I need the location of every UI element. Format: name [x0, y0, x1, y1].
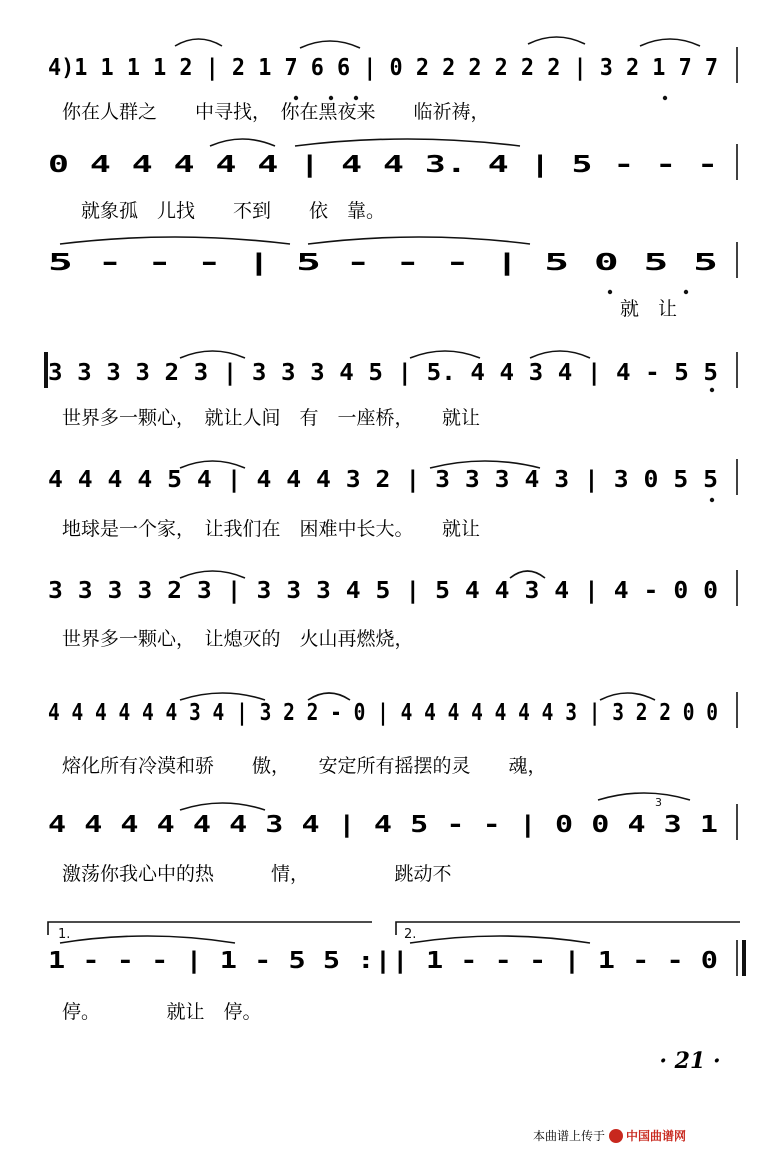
slur-arc: [180, 571, 245, 578]
note-line: 3 3 3 3 2 3 | 3 3 3 4 5 | 5. 4 4 3 4 | 4 - 5 5: [48, 360, 718, 386]
credit-text: 本曲谱上传于: [532, 1129, 605, 1143]
note-line: 4 4 4 4 4 4 3 4 | 3 2 2 - 0 | 4 4 4 4 4 4 4 3 | 3 2 2 0 0: [48, 700, 718, 726]
octave-dot: [608, 290, 612, 294]
octave-dot: [294, 96, 298, 100]
octave-dot: [329, 96, 333, 100]
score-row: [48, 152, 718, 222]
slur-arc: [210, 139, 275, 146]
slur-arc: [175, 39, 222, 46]
slur-arc: [528, 37, 585, 44]
note-line: 4 4 4 4 4 4 3 4 | 4 5 - - | 0 0 4 3 1: [48, 812, 718, 838]
score-row: [48, 250, 718, 320]
lyric-line: 就 让: [620, 298, 678, 320]
lyric-line: 激荡你我心中的热 情， 跳动不: [62, 863, 452, 885]
octave-dot: [663, 96, 667, 100]
lyric-line: 地球是一个家， 让我们在 困难中长大。 就让: [62, 518, 481, 540]
lyric-line: 熔化所有冷漠和骄 傲， 安定所有摇摆的灵 魂，: [62, 755, 547, 777]
slur-arc: [640, 39, 700, 46]
slur-arc: [600, 693, 655, 700]
lyric-line: 世界多一颗心， 让熄灭的 火山再燃烧，: [62, 628, 414, 650]
lyric-line: 你在人群之 中寻找， 你在黑夜来 临祈祷，: [62, 101, 490, 123]
note-line: 4 4 4 4 5 4 | 4 4 4 3 2 | 3 3 3 4 3 | 3 0 5 5: [48, 467, 718, 493]
score-row: [48, 700, 718, 777]
slur-arc: [60, 237, 290, 244]
slur-arc: [60, 936, 235, 943]
octave-dot: [684, 290, 688, 294]
volta-bracket-first: [48, 922, 372, 935]
lyric-line: 就象孤 儿找 不到 依 靠。: [62, 200, 386, 222]
score-row: [48, 467, 718, 540]
slur-arc: [180, 693, 265, 700]
slur-arc: [410, 351, 480, 358]
slur-arc: [510, 571, 545, 578]
note-line: 5 - - - | 5 - - - | 5 0 5 5: [48, 250, 718, 276]
octave-dot: [354, 96, 358, 100]
lyric-line: 世界多一颗心， 就让人间 有 一座桥， 就让: [62, 407, 481, 429]
logo-text: 中国曲谱网: [626, 1129, 687, 1143]
slur-arc: [295, 139, 520, 146]
note-line: 3 3 3 3 2 3 | 3 3 3 4 5 | 5 4 4 3 4 | 4 - 0 0: [48, 578, 718, 604]
slur-arc: [300, 41, 360, 48]
lyric-line: 停。 就让 停。: [62, 1001, 262, 1023]
score-row: [48, 812, 718, 885]
slur-arc: [598, 793, 690, 800]
octave-dot: [710, 388, 714, 392]
octave-dot: [710, 498, 714, 502]
triplet-mark: 3: [655, 796, 662, 809]
volta-label-second: 2.: [404, 927, 417, 942]
slur-arc: [530, 351, 590, 358]
note-line: 0 4 4 4 4 4 | 4 4 3. 4 | 5 - - -: [48, 152, 718, 178]
slur-arc: [410, 936, 590, 943]
slur-arc: [308, 693, 350, 700]
score-row: [48, 55, 718, 123]
logo-mark: [609, 1128, 686, 1143]
note-line: 4)1 1 1 1 2 | 2 1 7 6 6 | 0 2 2 2 2 2 2 | 3 2 1 7 7: [48, 55, 718, 81]
volta-bracket-second: [396, 922, 740, 935]
score-row: [48, 948, 718, 1023]
logo-circle-icon: [609, 1129, 623, 1143]
score-rows: [48, 55, 718, 1023]
note-line: 1 - - - | 1 - 5 5 :|| 1 - - - | 1 - - 0: [48, 948, 718, 974]
score-row: [48, 360, 718, 429]
volta-label-first: 1.: [58, 927, 71, 942]
slur-arc: [180, 351, 245, 358]
page-number: · 21 ·: [659, 1048, 721, 1074]
score-row: [48, 578, 718, 650]
slur-arc: [308, 237, 530, 244]
slur-arc: [180, 803, 265, 810]
